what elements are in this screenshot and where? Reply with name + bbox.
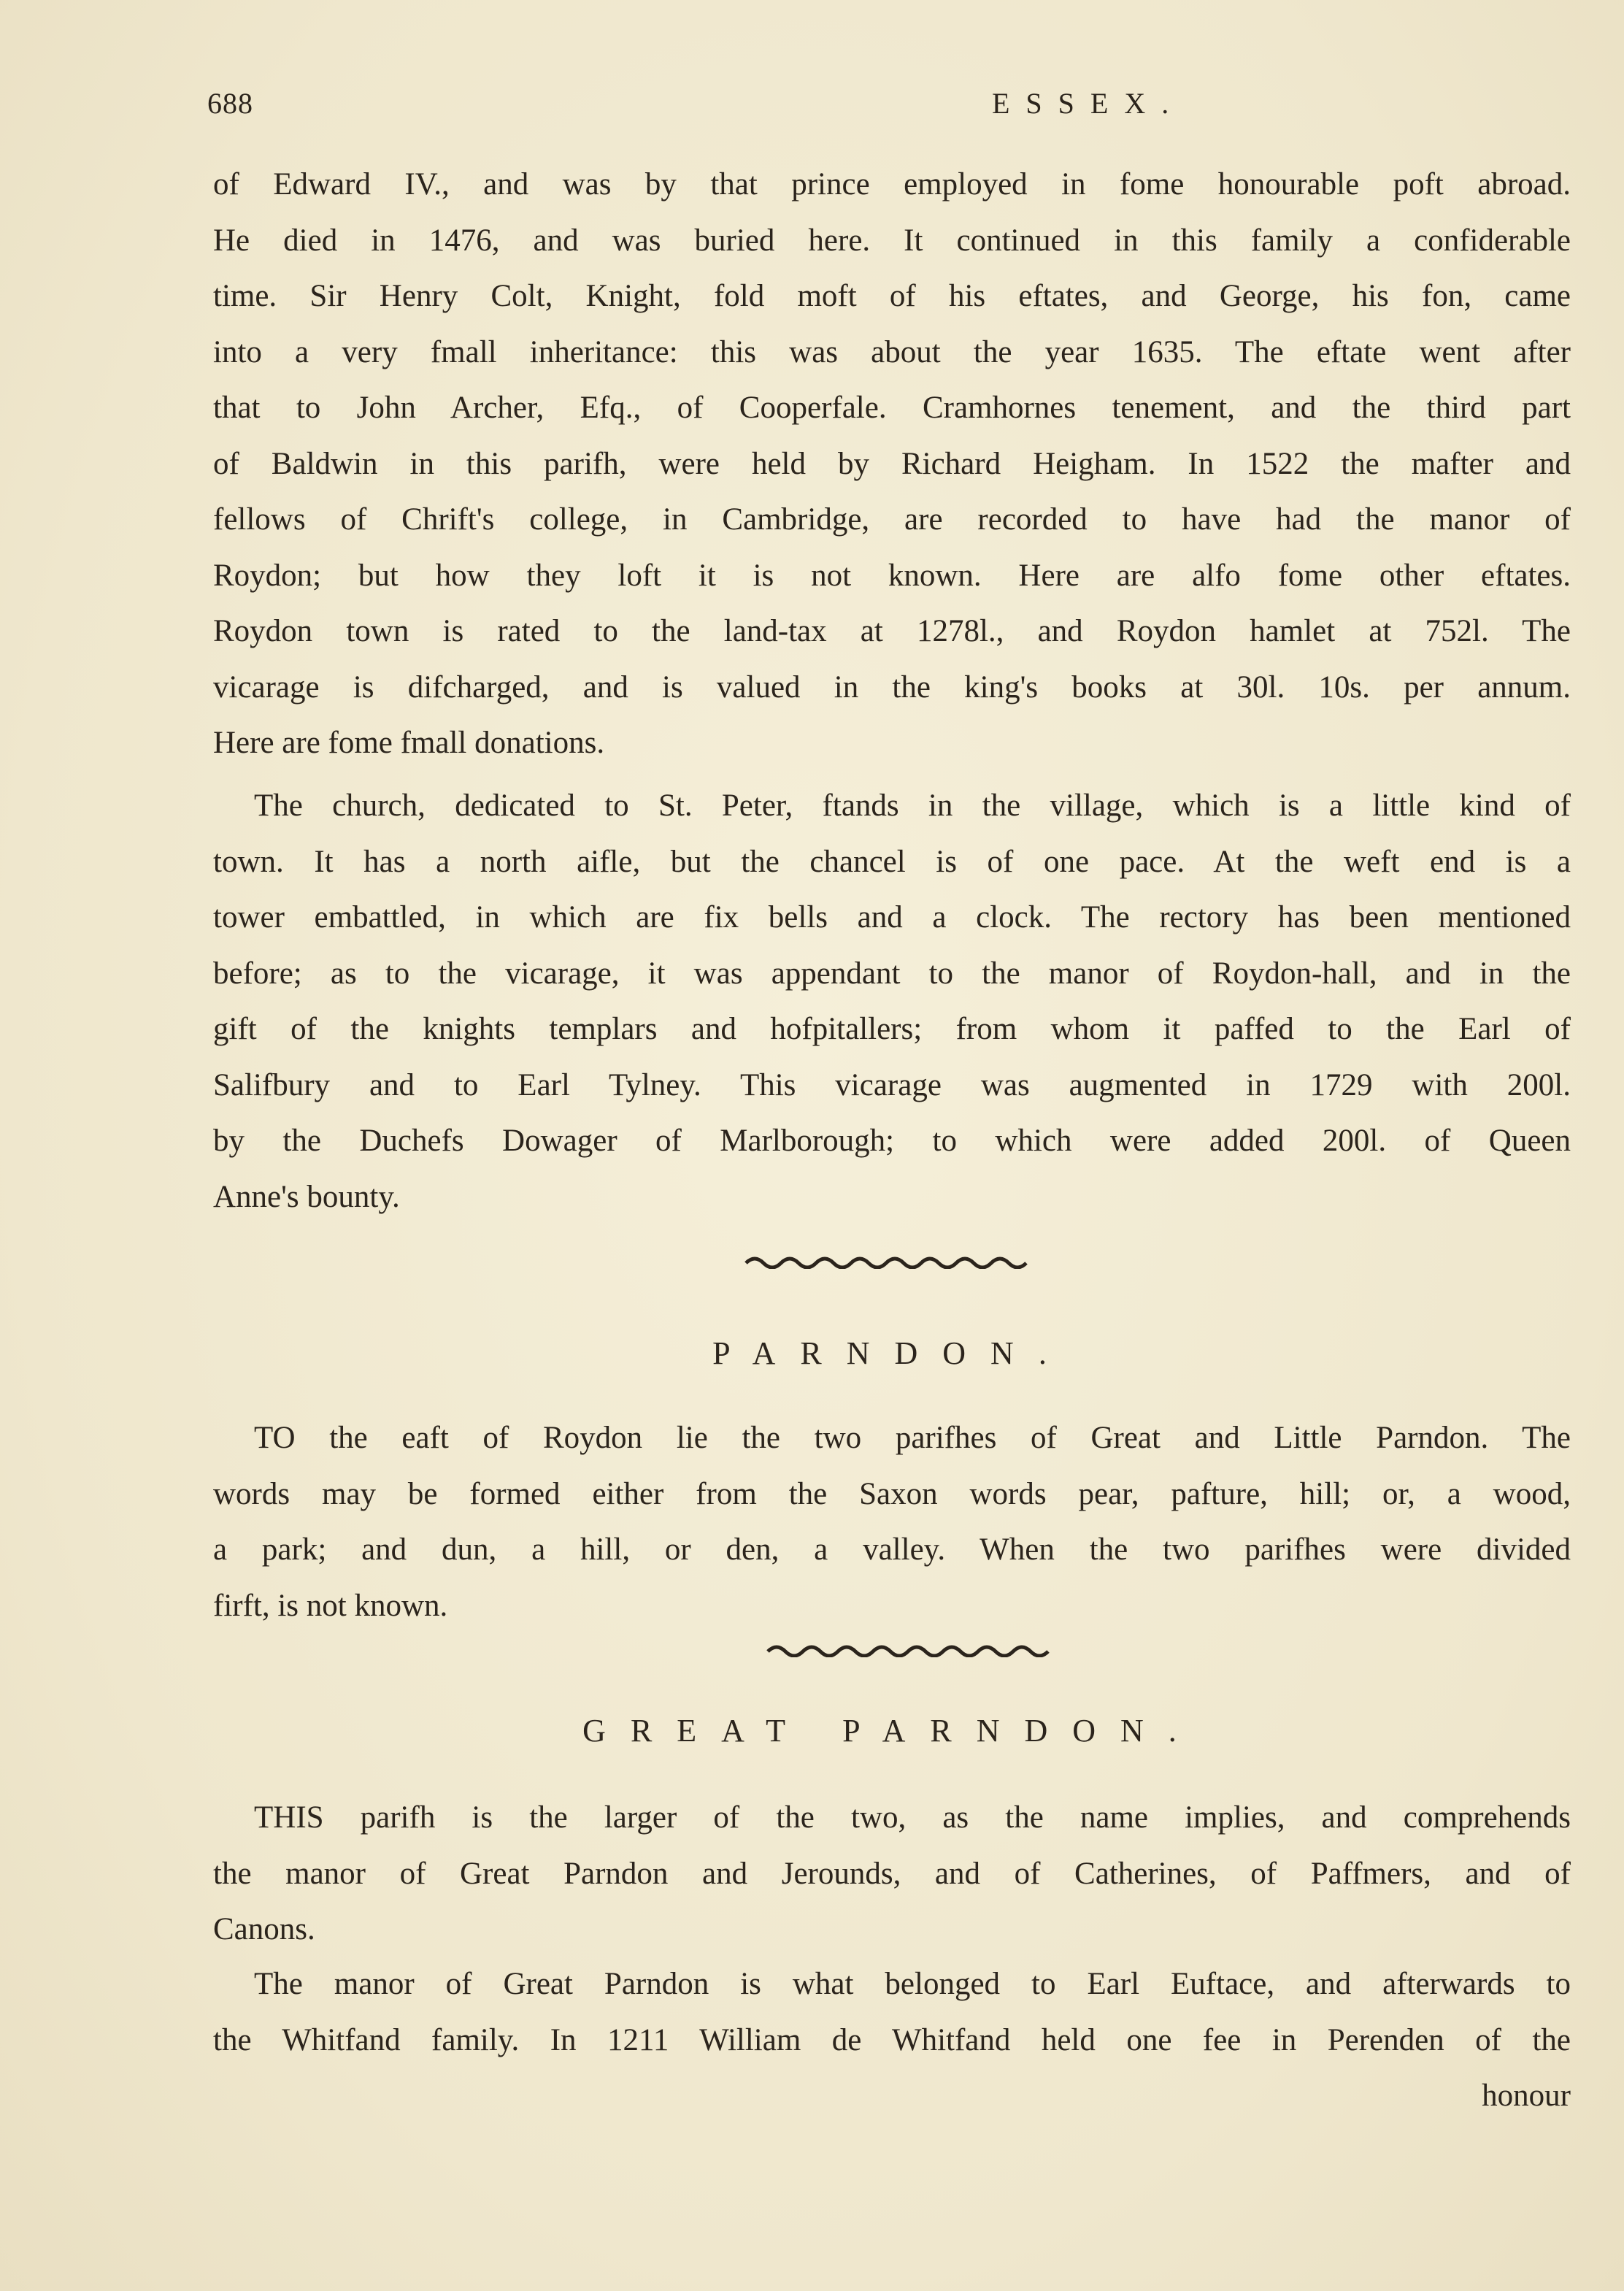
running-head-title: ESSEX. [992,87,1185,120]
text-line: the manor of Great Parndon and Jerounds, and of Catherines, of Paffmers, and of [213,1856,1571,1891]
text-line: fellows of Chrift's college, in Cambridge, are recorded to have had the manor of [213,502,1571,537]
text-line: He died in 1476, and was buried here. It continued in this family a confiderable [213,223,1571,258]
text-line: The manor of Great Parndon is what belonged to Earl Euftace, and afterwards to [254,1967,1571,2001]
text-line: THIS parifh is the larger of the two, as the name implies, and comprehends [254,1800,1571,1835]
text-line: time. Sir Henry Colt, Knight, fold moft of his eftates, and George, his fon, came [213,279,1571,313]
text-line: of Baldwin in this parifh, were held by Richard Heigham. In 1522 the mafter and [213,446,1571,481]
text-line: TO the eaft of Roydon lie the two parifhes of Great and Little Parndon. The [254,1421,1571,1455]
text-line: firft, is not known. [213,1588,448,1623]
wavy-rule-icon [766,1643,1058,1657]
running-head [207,86,1572,130]
text-line: before; as to the vicarage, it was appendant to the manor of Roydon-hall, and in the [213,956,1571,991]
text-line: of Edward IV., and was by that prince employed in fome honourable poft abroad. [213,167,1571,202]
catchword: honour [1482,2079,1571,2113]
section-heading-parndon: PARNDON. [712,1335,1071,1371]
page-number: 688 [207,87,253,120]
text-line: by the Duchefs Dowager of Marlborough; to which were added 200l. of Queen [213,1124,1571,1158]
text-line: Roydon town is rated to the land-tax at 1278l., and Roydon hamlet at 752l. The [213,614,1571,648]
wavy-rule-icon [744,1254,1036,1269]
text-line: tower embattled, in which are fix bells and a clock. The rectory has been mentioned [213,900,1571,935]
text-line: vicarage is difcharged, and is valued in the king's books at 30l. 10s. per annum. [213,669,1571,705]
section-heading-great-parndon: GREAT PARNDON. [582,1713,1201,1749]
paragraph-great-parndon-intro [213,1790,1571,1958]
paragraph-roydon-continued [213,157,1571,772]
text-line: Salifbury and to Earl Tylney. This vicarage was augmented in 1729 with 200l. [213,1067,1571,1102]
paragraph-great-parndon-manor [213,1957,1571,2125]
paragraph-parndon [213,1411,1571,1634]
text-line: The church, dedicated to St. Peter, ftands in the village, which is a little kind of [254,788,1571,823]
text-line: gift of the knights templars and hofpitallers; from whom it paffed to the Earl of [213,1012,1571,1046]
text-line: the Whitfand family. In 1211 William de Whitfand held one fee in Perenden of the [213,2022,1571,2057]
paragraph-church [213,778,1571,1225]
text-line: words may be formed either from the Saxon words pear, pafture, hill; or, a wood, [213,1476,1571,1511]
text-line: Here are fome fmall donations. [213,726,605,760]
text-line: Roydon; but how they loft it is not known. Here are alfo fome other eftates. [213,558,1571,593]
text-line: Canons. [213,1912,315,1946]
text-line: Anne's bounty. [213,1179,400,1214]
text-line: that to John Archer, Efq., of Cooperfale. Cramhornes tenement, and the third part [213,391,1571,425]
text-line: a park; and dun, a hill, or den, a valley. When the two parifhes were divided [213,1532,1571,1567]
text-line: into a very fmall inheritance: this was about the year 1635. The eftate went after [213,334,1571,369]
text-line: town. It has a north aifle, but the chancel is of one pace. At the weft end is a [213,844,1571,879]
